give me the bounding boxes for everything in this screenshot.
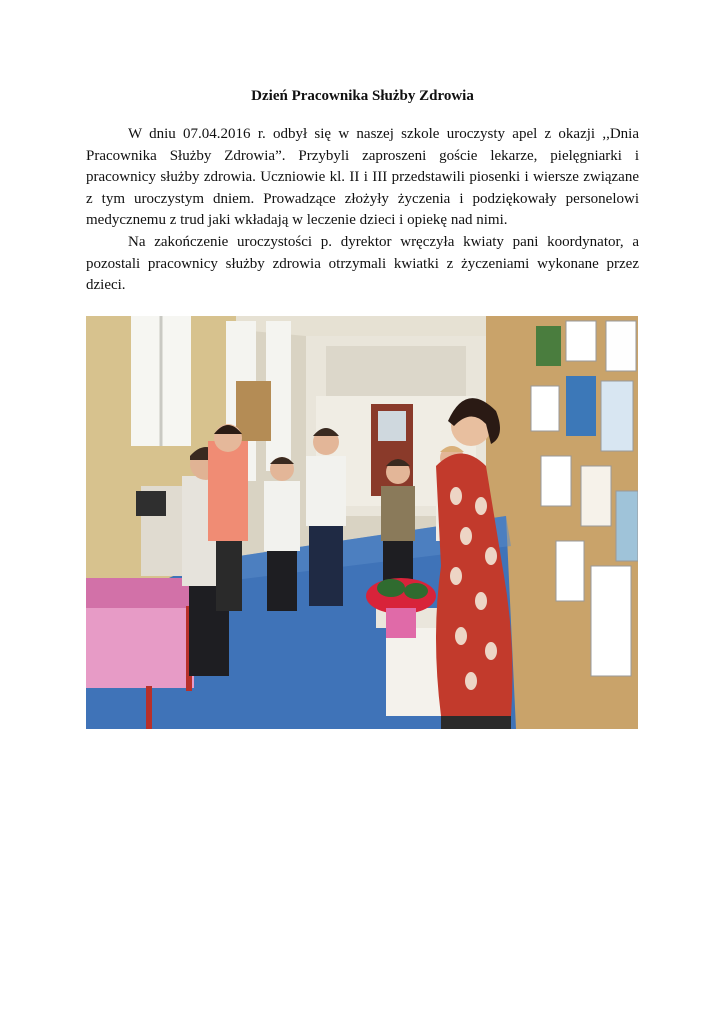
document-title: Dzień Pracownika Służby Zdrowia (251, 88, 474, 104)
event-photo-illustration (86, 316, 638, 729)
paragraph-closing: Na zakończenie uroczystości p. dyrektor wręczyła kwiaty pani koordynator, a pozostali pracownicy służby zdrowia otrzymali kwiatki z życzeniami wykonane przez dzieci. (86, 233, 639, 294)
event-photo (86, 316, 638, 729)
paragraph-event-description: W dniu 07.04.2016 r. odbył się w naszej szkole uroczysty apel z okazji ,,Dnia Pracownika Służby Zdrowia”. Przybyli zaproszeni goście lekarze, pielęgniarki i pracownicy służby zdrowia. Uczniowie kl. II i III przedstawili piosenki i wiersze związane z tym uroczystym dniem. Prowadzące złożyły życzenia i podziękowały personelowi medycznemu z trud jaki wkładają w leczenie dzieci i opiekę nad nimi. (86, 126, 639, 229)
document-body (86, 124, 639, 297)
